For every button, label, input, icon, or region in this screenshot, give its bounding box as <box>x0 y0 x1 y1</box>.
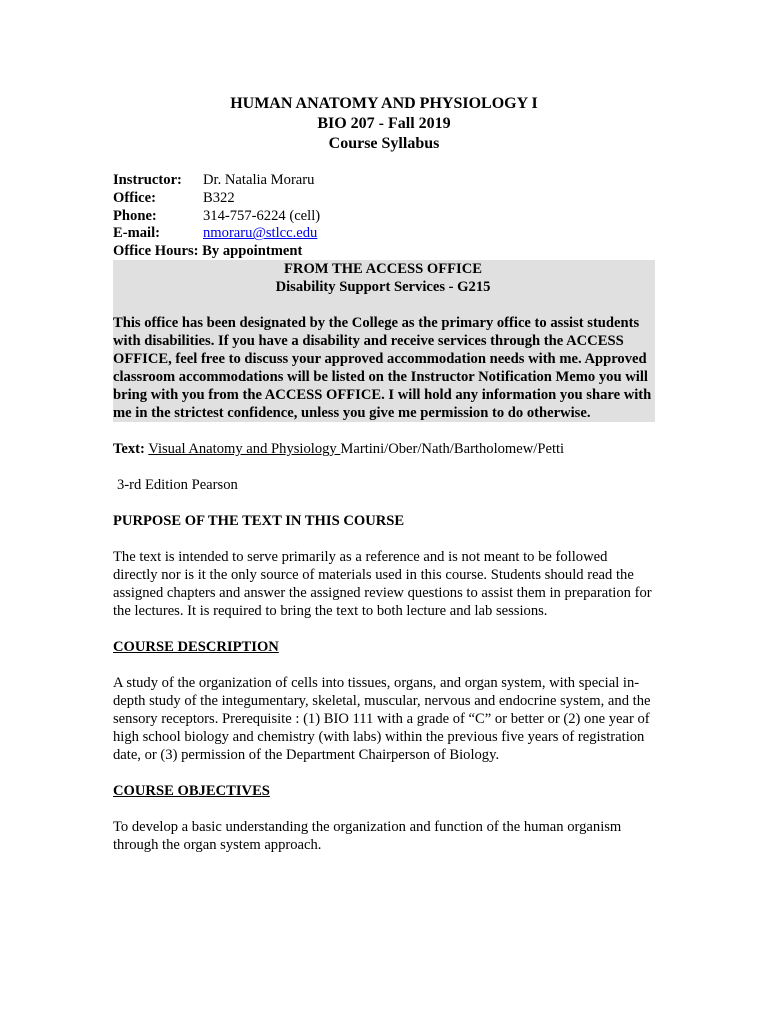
instructor-label: Instructor: <box>113 172 182 188</box>
document-subtitle: Course Syllabus <box>328 135 440 152</box>
office-label: Office: <box>113 189 156 206</box>
textbook-label: Text: <box>113 440 145 457</box>
textbook-title: Visual Anatomy and Physiology <box>148 440 341 457</box>
office-value: B322 <box>203 189 235 206</box>
syllabus-page <box>113 94 655 854</box>
instructor-info <box>113 171 655 260</box>
email-row <box>113 224 655 242</box>
document-title <box>113 94 655 154</box>
description-body: A study of the organization of cells into tissues, organs, and organ system, with special in-depth study of the integumentary, skeletal, muscular, nervous and endocrine system, and the sensory receptors. Prerequisite : (1) BIO 111 with a grade of “C” or better or (2) one year of high school biology and chemistry (with labs) within the previous five years of registration date, or (3) permission of the Department Chairperson of Biology. <box>113 674 651 763</box>
objectives-body: To develop a basic understanding the organization and function of the human organism through the organ system approach. <box>113 818 622 853</box>
textbook-line <box>113 440 655 458</box>
textbook-authors: Martini/Ober/Nath/Bartholomew/Petti <box>340 440 565 457</box>
description-heading: COURSE DESCRIPTION <box>113 638 279 655</box>
access-office-heading: FROM THE ACCESS OFFICE <box>284 260 482 277</box>
phone-label: Phone: <box>113 207 157 224</box>
office-hours: Office Hours: By appointment <box>113 243 303 260</box>
access-office-subheading: Disability Support Services - G215 <box>275 278 491 295</box>
phone-row <box>113 207 655 225</box>
office-row <box>113 189 655 207</box>
email-label: E-mail: <box>113 225 161 242</box>
email-link[interactable]: nmoraru@stlcc.edu <box>203 225 318 242</box>
textbook-edition: 3-rd Edition Pearson <box>117 476 238 493</box>
purpose-body: The text is intended to serve primarily as a reference and is not meant to be followed directly nor is it the only source of materials used in this course. Students should read the assigned chapters and answer the assigned review questions to assist them in preparation for the lectures. It is required to bring the text to both lecture and lab sessions. <box>113 548 652 619</box>
instructor-value: Dr. Natalia Moraru <box>203 172 315 188</box>
course-title: HUMAN ANATOMY AND PHYSIOLOGY I <box>230 95 538 112</box>
access-office-notice <box>113 260 655 422</box>
objectives-heading: COURSE OBJECTIVES <box>113 782 270 799</box>
course-code-term: BIO 207 - Fall 2019 <box>317 115 451 132</box>
instructor-row <box>113 171 655 189</box>
phone-value: 314-757-6224 (cell) <box>203 207 321 224</box>
access-office-body: This office has been designated by the College as the primary office to assist students with disabilities. If you have a disability and receive services through the ACCESS OFFICE, feel free to discuss your approved accommodation needs with me. Approved classroom accommodations will be listed on the Instructor Notification Memo you will bring with you from the ACCESS OFFICE. I will hold any information you share with me in the strictest confidence, unless you give me permission to do otherwise. <box>113 314 652 421</box>
purpose-heading: PURPOSE OF THE TEXT IN THIS COURSE <box>113 512 405 529</box>
email-value-wrap <box>203 224 317 242</box>
